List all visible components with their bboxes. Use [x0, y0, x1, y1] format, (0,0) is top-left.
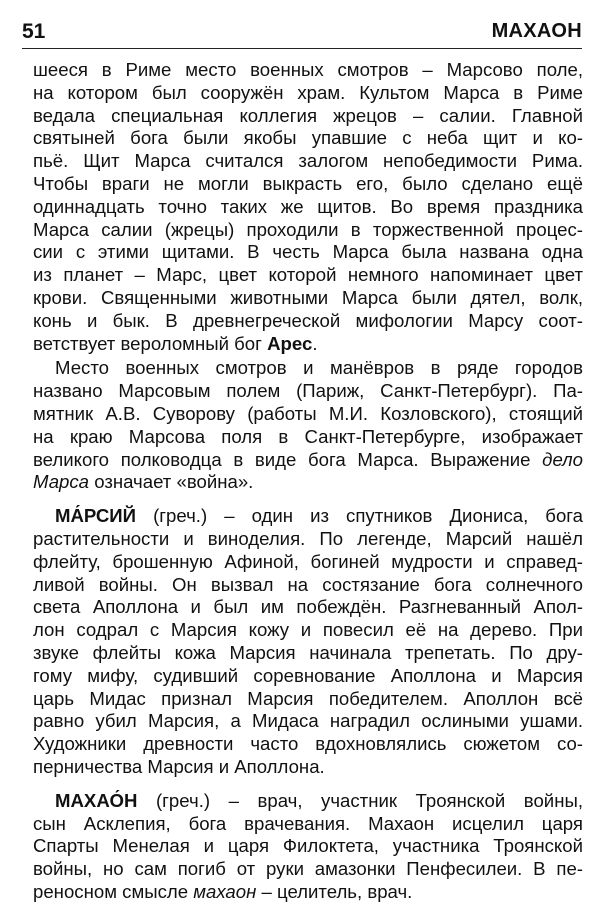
- text-run: святыней бога были якобы упавшие с неба щит и ко-: [33, 127, 583, 149]
- text-line: [33, 150, 583, 173]
- text-run: крови. Священными животными Марса были дятел, волк,: [33, 286, 583, 308]
- text-run: на котором был сооружён храм. Культом Марса в Риме: [33, 81, 583, 103]
- text-line: [33, 858, 583, 881]
- text-line: [33, 219, 583, 242]
- text-run: царь Мидас признал Марсия победителем. Аполлон всё: [33, 687, 583, 709]
- text-run: (греч.) – врач, участник Троянской войны,: [137, 789, 583, 811]
- text-run: звуке флейты кожа Марсия начинала трепетать. По дру-: [33, 641, 583, 663]
- bold-term: Арес: [267, 332, 313, 354]
- text-line: [33, 310, 583, 333]
- text-run: .: [312, 332, 318, 354]
- text-line: [33, 264, 583, 287]
- text-run: ведала специальная коллегия жрецов – салии. Главной: [33, 104, 583, 126]
- paragraph: [33, 59, 583, 355]
- text-run: шееся в Риме место военных смотров – Марсово поле,: [33, 59, 583, 80]
- text-run: мятник А.В. Суворову (работы М.И. Козловского), стоящий: [33, 402, 583, 424]
- text-run: Художники древности часто вдохновлялись сюжетом со-: [33, 733, 583, 755]
- text-run: растительности и виноделия. По легенде, Марсий нашёл: [33, 527, 583, 549]
- text-run: лон содрал с Марсия кожу и повесил её на дерево. При: [33, 619, 583, 641]
- text-line: [33, 881, 583, 904]
- text-run: сын Асклепия, бога врачевания. Махаон исцелил царя: [33, 812, 583, 834]
- bold-term: МАХАО́Н: [55, 789, 138, 811]
- paragraph-spacer: [33, 779, 583, 790]
- text-line: [33, 596, 583, 619]
- text-run: ливой войны. Он вызвал на состязание бога солнечного: [33, 573, 583, 595]
- text-run: из планет – Марс, цвет которой немного напоминает цвет: [33, 264, 583, 286]
- text-run: – целитель, врач.: [256, 880, 413, 902]
- text-run: означает «война».: [89, 471, 254, 493]
- text-line: [33, 756, 583, 779]
- text-run: пьё. Щит Марса считался залогом непобедимости Рима.: [33, 150, 583, 172]
- text-line: [33, 471, 583, 494]
- text-run: (греч.) – один из спутников Диониса, бога: [136, 505, 583, 527]
- text-line: [33, 127, 583, 150]
- text-run: перничества Марсия и Аполлона.: [33, 755, 325, 777]
- text-line: [33, 688, 583, 711]
- text-line: [33, 574, 583, 597]
- text-line: [33, 505, 583, 528]
- text-run: реносном смысле: [33, 880, 194, 902]
- page-header: [22, 18, 582, 49]
- text-run: великого полководца в виде бога Марса. Выражение: [33, 448, 543, 470]
- text-line: [33, 333, 583, 356]
- running-title: МАХАОН: [491, 20, 582, 42]
- italic-term: махаон: [193, 880, 257, 902]
- text-line: [33, 59, 583, 82]
- text-run: гому мифу, судивший соревнование Аполлона и Марсия: [33, 664, 583, 686]
- entry-marsyas: [33, 505, 583, 779]
- text-line: [33, 380, 583, 403]
- text-run: конь и бык. В древнегреческой мифологии Марсу соот-: [33, 309, 583, 331]
- text-line: [33, 287, 583, 310]
- text-run: названо Марсовым полем (Париж, Санкт-Петербург). Па-: [33, 380, 583, 402]
- page-number: 51: [22, 20, 46, 43]
- paragraph-spacer: [33, 494, 583, 505]
- text-line: [33, 551, 583, 574]
- text-line: [33, 426, 583, 449]
- text-line: [33, 173, 583, 196]
- text-line: [33, 733, 583, 756]
- entry-machaon: [33, 790, 583, 904]
- text-line: [33, 241, 583, 264]
- text-run: на краю Марсова поля в Санкт-Петербурге, изображает: [33, 425, 583, 447]
- text-run: Место военных смотров и манёвров в ряде городов: [55, 357, 583, 379]
- text-run: Спарты Менелая и царя Филоктета, участника Троянской: [33, 835, 583, 857]
- text-line: [33, 790, 583, 813]
- text-run: ветствует вероломный бог: [33, 332, 268, 354]
- paragraph: [33, 357, 583, 494]
- text-line: [33, 449, 583, 472]
- text-run: флейту, брошенную Афиной, богиней мудрости и справед-: [33, 550, 583, 572]
- text-line: [33, 813, 583, 836]
- text-line: [33, 357, 583, 380]
- text-line: [33, 105, 583, 128]
- page-body-text: [33, 59, 583, 904]
- text-line: [33, 642, 583, 665]
- text-line: [33, 619, 583, 642]
- text-line: [33, 403, 583, 426]
- text-line: [33, 528, 583, 551]
- italic-term: дело: [542, 448, 583, 470]
- text-run: сии с этими щитами. В честь Марса была названа одна: [33, 241, 583, 263]
- text-run: равно убил Марсия, а Мидаса наградил ослиными ушами.: [33, 710, 583, 732]
- text-line: [33, 196, 583, 219]
- text-run: света Аполлона и был им побеждён. Разгневанный Апол-: [33, 596, 583, 618]
- text-line: [33, 82, 583, 105]
- text-run: одиннадцать точно таких же щитов. Во время праздника: [33, 195, 583, 217]
- italic-term: Марса: [33, 471, 90, 493]
- text-run: Марса салии (жрецы) проходили в торжественной процес-: [33, 218, 583, 240]
- text-run: Чтобы враги не могли выкрасть его, было сделано ещё: [33, 172, 583, 194]
- text-run: войны, но сам погиб от руки амазонки Пенфесилеи. В пе-: [33, 858, 583, 880]
- text-line: [33, 710, 583, 733]
- text-line: [33, 665, 583, 688]
- bold-term: МА́РСИЙ: [55, 505, 137, 527]
- text-line: [33, 835, 583, 858]
